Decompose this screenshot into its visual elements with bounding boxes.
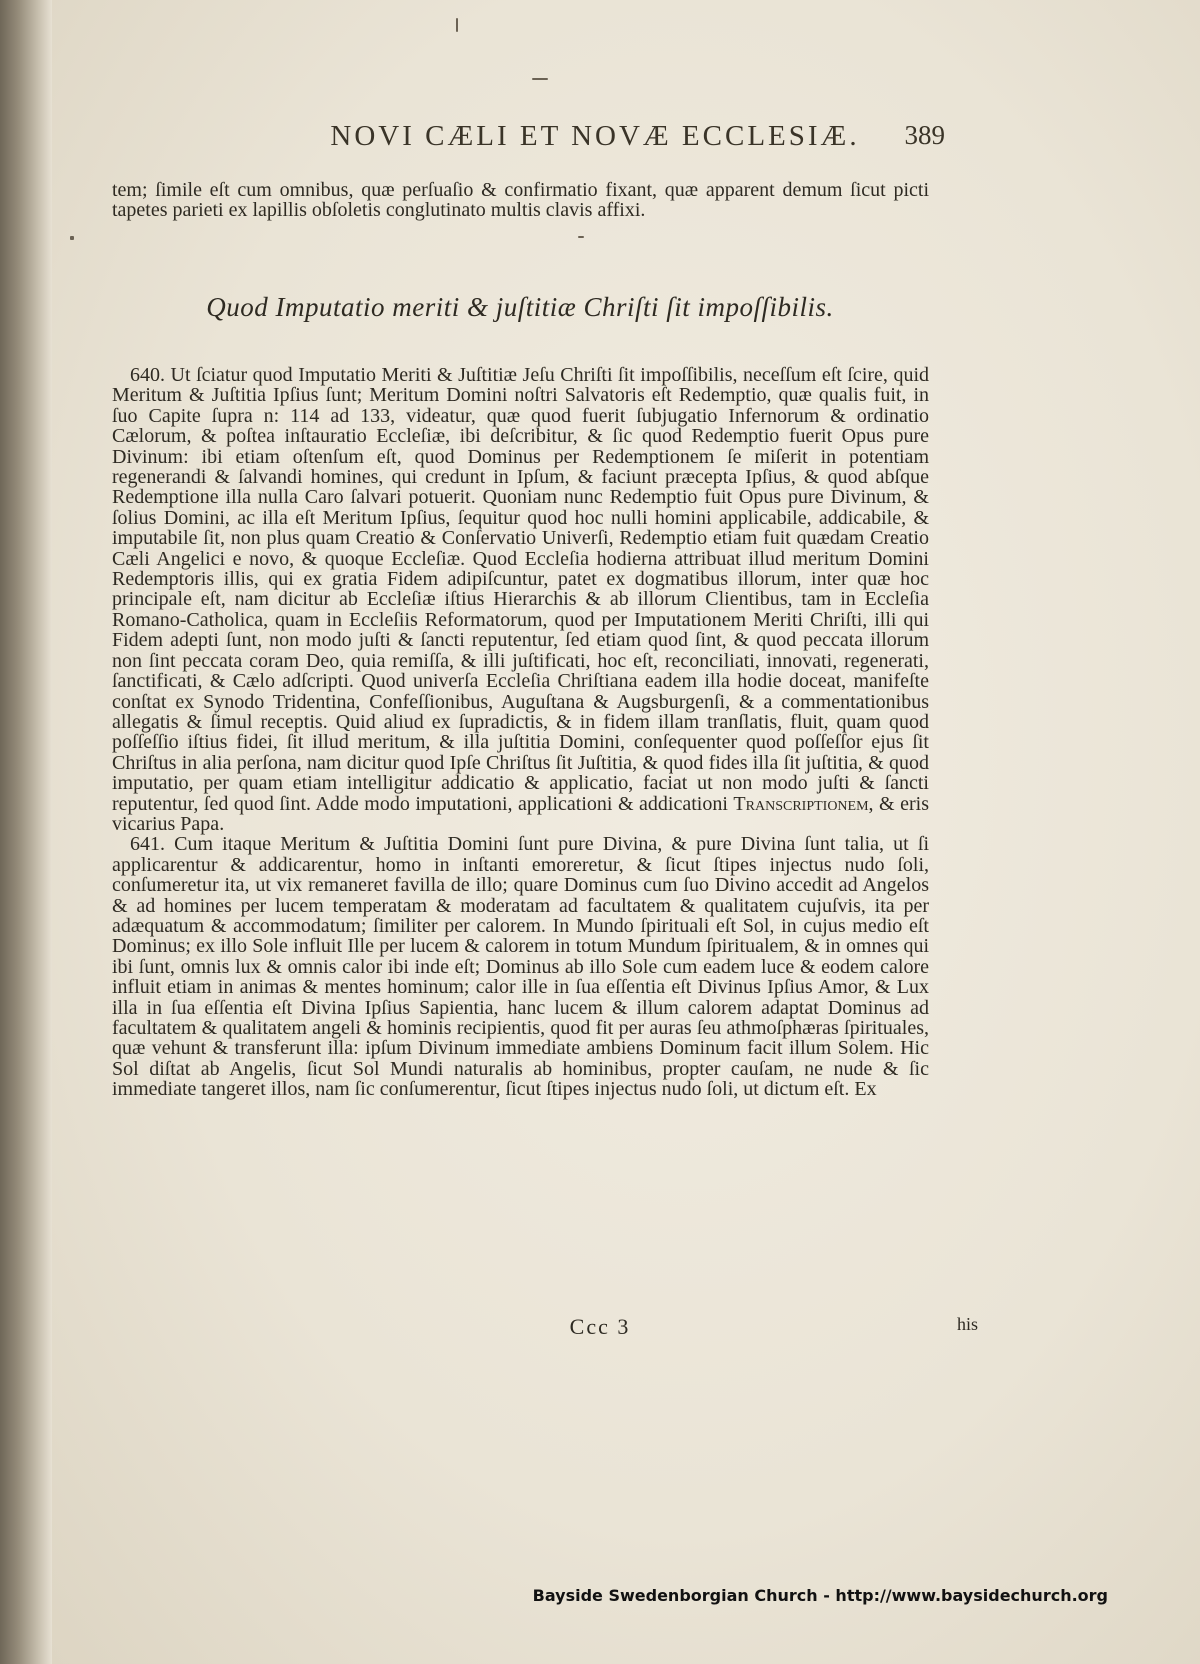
lead-in-paragraph [112, 180, 929, 221]
paragraph-641: 641. Cum itaque Meritum & Juſtitia Domini ſunt pure Divina, & pure Divina ſunt talia, ut ſi applicarentur & addicarentur, homo in inſtanti emoreretur, & ſicut ſtipes injectus nudo ſoli, conſumeretur ita, ut vix remaneret favilla de illo; quare Dominus cum ſuo Divino accedit ad Angelos & ad homines per lucem temperatam & moderatam ad facultatem & qualitatem cujuſvis, ita per adæquatum & accommodatum; ſimiliter per calorem. In Mundo ſpirituali eſt Sol, in cujus medio eſt Dominus; ex illo Sole influit Ille per lucem & calorem in totum Mundum ſpiritualem, & in omnes qui ibi ſunt, omnis lux & omnis calor ibi inde eſt; Dominus ab illo Sole cum eadem luce & eodem calore influit etiam in animas & mentes hominum; calor ille in ſua eſſentia eſt Divinus Ipſius Amor, & Lux illa in ſua eſſentia eſt Divina Ipſius Sapientia, hanc lucem & illum calorem adaptat Dominus ad facultatem & qualitatem angeli & hominis recipientis, quod fit per auras ſeu athmoſphæras ſpirituales, quæ vehunt & transferunt illa: ipſum Divinum immediate ambiens Dominum facit illum Solem. Hic Sol diſtat ab Angelis, ſicut Sol Mundi naturalis ab hominibus, propter cauſam, ne nude & ſic immediate tangeret illos, nam ſic conſumerentur, ſicut ſtipes injectus nudo ſoli, ut dictum eſt. Ex [112, 833, 929, 1101]
binding-gutter [0, 0, 52, 1664]
ink-speck [532, 78, 548, 80]
section-heading: Quod Imputatio meriti & juſtitiæ Chriſti ſit impoſſibilis. [206, 292, 834, 322]
catchword: his [956, 1314, 978, 1334]
ink-speck [456, 18, 458, 32]
running-head: NOVI CÆLI ET NOVÆ ECCLESIÆ. [330, 120, 860, 152]
watermark-credit: Bayside Swedenborgian Church - http://www.baysidechurch.org [532, 1586, 1108, 1605]
ink-speck [70, 236, 74, 240]
page-number: 389 [904, 120, 945, 150]
signature-mark: Ccc 3 [569, 1314, 631, 1339]
paragraph-640-text: 640. Ut ſciatur quod Imputatio Meriti & Juſtitiæ Jeſu Chriſti ſit impoſſibilis, neceſſum eſt ſcire, quid Meritum & Juſtitia Ipſius ſunt; Meritum Domini noſtri Salvatoris eſt Redemptio, quæ qualis fuit, in ſuo Capite ſupra n: 114 ad 133, videatur, quæ quod fuerit ſubjugatio Infernorum & ordinatio Cælorum, & poſtea inſtauratio Eccleſiæ, ibi deſcribitur, & ſic quod Redemptio fuerit Opus pure Divinum: ibi etiam oſtenſum eſt, quod Dominus per Redemptionem ſe miſerit in potentiam regenerandi & ſalvandi homines, qui credunt in Ipſum, & faciunt præcepta Ipſius, & quod abſque Redemptione illa nulla Caro ſalvari potuerit. Quoniam nunc Redemptio fuit Opus pure Divinum, & ſolius Domini, ac illa eſt Meritum Ipſius, ſequitur quod hoc nulli homini applicabile, addicabile, & imputabile ſit, non plus quam Creatio & Conſervatio Univerſi, Redemptio etiam fuit quædam Creatio Cæli Angelici e novo, & quoque Eccleſiæ. Quod Eccleſia hodierna attribuat illud meritum Domini Redemptoris illis, qui ex gratia Fidem adipiſcuntur, patet ex dogmatibus illorum, inter quæ hoc principale eſt, nam dicitur ab Eccleſiæ iſtius Hierarchis & ab illorum Clientibus, tam in Eccleſia Romano-Catholica, quam in Eccleſiis Reformatorum, quod per Imputationem Meriti Chriſti, illi qui Fidem adepti ſunt, non modo juſti & ſancti reputentur, ſed etiam quod ſint, & quod peccata illorum non ſint peccata coram Deo, quia remiſſa, & illi juſtificati, hoc eſt, reconciliati, innovati, regenerati, ſanctificati, & Cælo adſcripti. Quod univerſa Eccleſia Chriſtiana eadem illa hodie doceat, manifeſte conſtat ex Synodo Tridentina, Confeſſionibus, Auguſtana & Augsburgenſi, & a commentationibus allegatis & ſimul receptis. Quid aliud ex ſupradictis, & in fidem illam tranſlatis, fluit, quam quod poſſeſſio iſtius fidei, ſit illud meritum, & illa juſtitia Domini, conſequenter quod poſſeſſor ejus ſit Chriſtus in alia perſona, nam dicitur quod Ipſe Chriſtus ſit Juſtitia, & quod fides illa ſit juſtitia, & quod imputatio, per quam etiam intelligitur addicatio & applicatio, faciat ut non modo juſti & ſancti reputentur, ſed quod ſint. Adde modo imputationi, applicationi & addicationi [112, 364, 929, 815]
main-text [112, 365, 929, 1100]
paragraph-640 [112, 365, 929, 834]
lead-in-text: tem; ſimile eſt cum omnibus, quæ perſuaſio & confirmatio fixant, quæ apparent demum ſicut picti tapetes parieti ex lapillis obſoletis conglutinato multis clavis affixi. [112, 179, 929, 222]
paragraph-640-smallcaps: Transcriptionem [733, 792, 869, 815]
paragraph-640-tail: , & eris vicarius Papa. [112, 792, 930, 835]
ink-speck [578, 236, 584, 238]
